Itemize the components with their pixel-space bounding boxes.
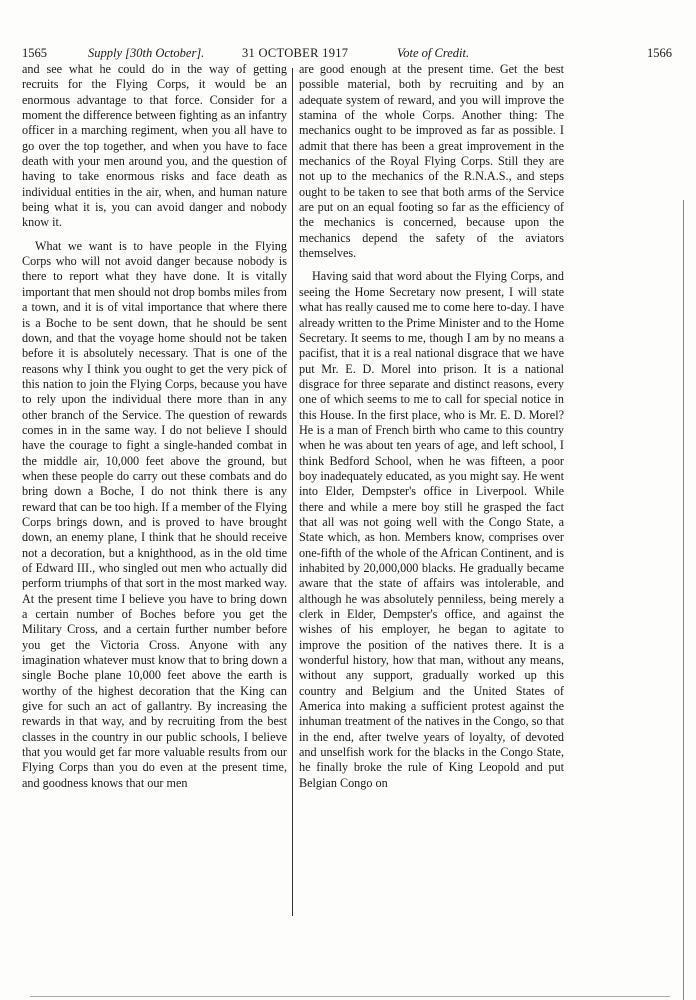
paragraph: What we want is to have people in the Flying Corps who will not avoid danger because nobody is there to report what they have done. It is vitally important that men should not drop bombs miles from a town, and it is of vital importance that where there is a Boche to be sent down, that he should be sent down, and that the voyage home should not be taken before it is absolutely necessary. That is one of the reasons why I think you ought to get the very pick of this nation to join the Flying Corps, because you have to rely upon the individual there more than in any other branch of the Service. The question of rewards comes in in the same way. I do not believe I should have the courage to fight a single-handed combat in the middle air, 10,000 feet above the ground, but when these people do carry out these combats and do bring down a Boche, I do not think there is any reward that can be too high. If a member of the Flying Corps brings down, and is proved to have brought down, an enemy plane, I think that he should receive not a decoration, but a knighthood, as in the old time of Edward III., who singled out men who actually did perform triumphs of that sort in the most marked way. At the present time I believe you have to bring down a certain number of Boches before you get the Military Cross, and a certain further number before you get the Victoria Cross. Anyone with any imagination whatever must know that to bring down a single Boche plane 10,000 feet above the earth is worthy of the highest decoration that the King can give for such an act of gallantry. By increasing the rewards in that way, and by recruiting from the best classes in the country in our public schools, I believe that you would get far more valuable results from our Flying Corps than you do even at the present time, and goodness knows that our men [22, 238, 287, 790]
right-column [299, 62, 564, 791]
paragraph: Having said that word about the Flying Corps, and seeing the Home Secretary now present, I will state what has really caused me to come here to-day. I have already written to the Prime Minister and to the Home Secretary. It seems to me, though I am by no means a pacifist, that it is a real national disgrace that we have put Mr. E. D. Morel into prison. It is a national disgrace for three separate and distinct reasons, every one of which seems to me to call for special notice in this House. In the first place, who is Mr. E. D. Morel? He is a man of French birth who came to this country when he was about ten years of age, and left school, I think Bedford School, when he was fifteen, a poor boy inadequately educated, as you might say. He went into Elder, Dempster's office in Liverpool. While there and while a mere boy still he grasped the fact that all was not going well with the Congo State, a State which, as hon. Members know, comprises over one-fifth of the whole of the African Continent, and is inhabited by 20,000,000 blacks. He gradually became aware that the state of affairs was intolerable, and although he was absolutely penniless, being merely a clerk in Elder, Dempster's office, and against the wishes of his employer, he began to agitate to improve the position of the natives there. It is a wonderful history, how that man, without any means, without any support, gradually worked up this country and Belgium and the United States of America into making a sufficient protest against the inhuman treatment of the natives in the Congo, so that in the end, after twelve years of loyalty, of devoted and unselfish work for the blacks in the Congo State, he finally broke the rule of King Leopold and put Belgian Congo on [299, 269, 564, 790]
bottom-rule [30, 996, 670, 997]
running-head-date: 31 OCTOBER 1917 [242, 46, 349, 60]
page-header [22, 44, 672, 62]
left-column [22, 62, 287, 791]
right-page-number: 1566 [647, 46, 672, 60]
column-divider [292, 68, 293, 916]
paragraph: and see what he could do in the way of getting recruits for the Flying Corps, it would be an enormous advantage to that force. Consider for a moment the difference between fighting as an infantry officer in a marching regiment, when you all have to go over the top together, and when you have to face death with your men around you, and the question of having to take enormous risks and face death as individual entities in the air, when, and human nature being what it is, you can avoid danger and nobody know it. [22, 62, 287, 230]
scan-edge-line [683, 200, 684, 1000]
running-head-vote: Vote of Credit. [397, 46, 470, 60]
running-head-supply: Supply [30th October]. [88, 46, 205, 60]
left-page-number: 1565 [22, 46, 47, 60]
paragraph: are good enough at the present time. Get the best possible material, both by recruiting and by an adequate system of reward, and you will improve the stamina of the whole Corps. Another thing: The mechanics ought to be improved as far as possible. I admit that there has been a great improvement in the mechanics of the Royal Flying Corps. Still they are not up to the mechanics of the R.N.A.S., and steps ought to be taken to see that both arms of the Service are put on an equal footing so far as the efficiency of the mechanics is concerned, because upon the mechanics depend the safety of the aviators themselves. [299, 62, 564, 261]
